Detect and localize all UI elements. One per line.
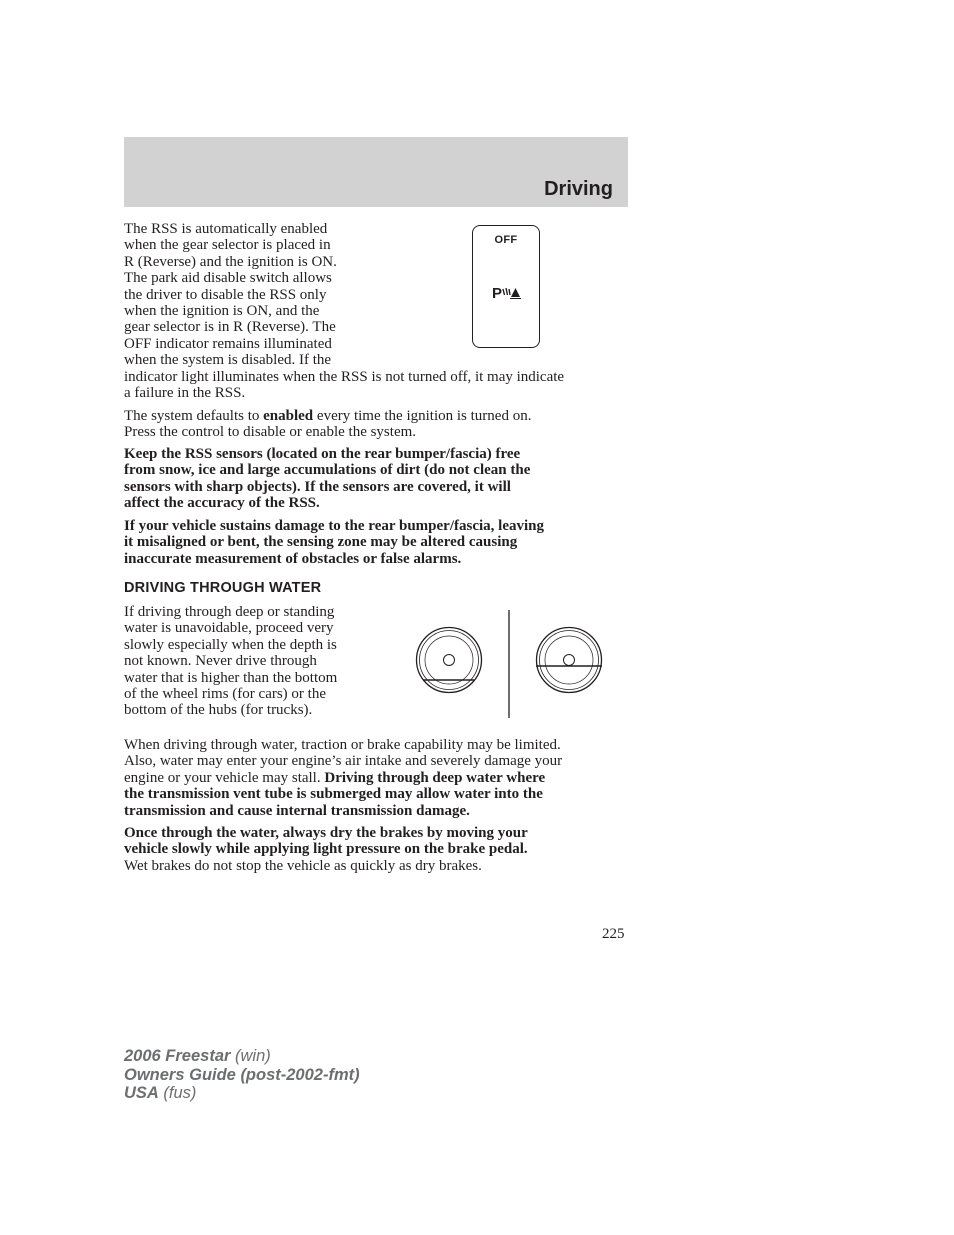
wheel-water-level-illustration bbox=[414, 610, 606, 720]
text-line: indicator light illuminates when the RSS is not turned off, it may indicate bbox=[124, 368, 565, 385]
water-paragraph-3 bbox=[124, 825, 630, 874]
truck-wheel-icon bbox=[536, 628, 602, 693]
footer-line-region bbox=[124, 1084, 360, 1103]
section-title: Driving bbox=[544, 178, 613, 200]
text-line: bottom of the hubs (for trucks). bbox=[124, 702, 313, 719]
rss-paragraph-1 bbox=[124, 221, 630, 401]
text-line: water that is higher than the bottom bbox=[124, 669, 338, 686]
text-span: every time the ignition is turned on. bbox=[313, 408, 532, 424]
section-header-band bbox=[124, 137, 628, 207]
off-indicator-label: OFF bbox=[494, 234, 518, 246]
bold-text: Driving through deep water where bbox=[324, 769, 546, 786]
text-line bbox=[124, 408, 630, 424]
document-footer bbox=[124, 1047, 360, 1103]
text-line: from snow, ice and large accumulations of dirt (do not clean the bbox=[124, 462, 531, 479]
text-line: affect the accuracy of the RSS. bbox=[124, 495, 320, 512]
text-line: The park aid disable switch allows bbox=[124, 270, 332, 287]
text-span: The system defaults to bbox=[124, 408, 264, 424]
text-line: R (Reverse) and the ignition is ON. bbox=[124, 253, 337, 270]
text-line: transmission and cause internal transmission damage. bbox=[124, 802, 470, 819]
text-line: The RSS is automatically enabled bbox=[124, 221, 328, 237]
text-line: water is unavoidable, proceed very bbox=[124, 620, 334, 637]
text-line: If driving through deep or standing bbox=[124, 604, 335, 620]
rss-warning-2 bbox=[124, 518, 630, 567]
rss-warning-1 bbox=[124, 446, 630, 512]
text-line: slowly especially when the depth is bbox=[124, 636, 337, 653]
footer-text: (win) bbox=[230, 1047, 271, 1065]
park-aid-switch-illustration bbox=[472, 225, 540, 348]
footer-bold-text: 2006 Freestar bbox=[124, 1047, 231, 1065]
text-span: engine or your vehicle may stall. bbox=[124, 769, 325, 786]
text-line: Also, water may enter your engine’s air intake and severely damage your bbox=[124, 753, 563, 770]
text-line: of the wheel rims (for cars) or the bbox=[124, 686, 327, 703]
text-line: the driver to disable the RSS only bbox=[124, 286, 327, 303]
park-aid-icon bbox=[492, 283, 522, 303]
text-line: When driving through water, traction or brake capability may be limited. bbox=[124, 737, 561, 753]
rss-paragraph-2 bbox=[124, 408, 630, 441]
car-wheel-icon bbox=[417, 628, 482, 693]
water-paragraph-2 bbox=[124, 737, 630, 819]
text-line: not known. Never drive through bbox=[124, 653, 317, 670]
svg-text:P: P bbox=[492, 285, 503, 302]
bold-text: enabled bbox=[263, 408, 314, 424]
text-line: OFF indicator remains illuminated bbox=[124, 335, 332, 352]
footer-line-model bbox=[124, 1047, 360, 1066]
text-line: when the ignition is ON, and the bbox=[124, 303, 320, 320]
footer-bold-text: Owners Guide (post-2002-fmt) bbox=[124, 1065, 360, 1084]
text-line: sensors with sharp objects). If the sensors are covered, it will bbox=[124, 478, 511, 495]
text-line: gear selector is in R (Reverse). The bbox=[124, 319, 336, 336]
text-line: Once through the water, always dry the brakes by moving your bbox=[124, 825, 528, 841]
footer-bold-text: USA bbox=[124, 1084, 159, 1102]
text-line: a failure in the RSS. bbox=[124, 385, 246, 402]
text-line: Press the control to disable or enable the system. bbox=[124, 424, 417, 441]
text-line bbox=[124, 770, 630, 786]
text-line: Wet brakes do not stop the vehicle as quickly as dry brakes. bbox=[124, 857, 482, 874]
text-line: Keep the RSS sensors (located on the rear bumper/fascia) free bbox=[124, 446, 521, 462]
text-line: If your vehicle sustains damage to the rear bumper/fascia, leaving bbox=[124, 518, 544, 534]
text-line: it misaligned or bent, the sensing zone may be altered causing bbox=[124, 534, 518, 551]
text-line: when the gear selector is placed in bbox=[124, 237, 331, 254]
footer-text: (fus) bbox=[158, 1084, 197, 1102]
footer-line-guide bbox=[124, 1066, 360, 1085]
water-section-heading: DRIVING THROUGH WATER bbox=[124, 580, 322, 596]
page-number: 225 bbox=[602, 926, 625, 942]
text-line: inaccurate measurement of obstacles or false alarms. bbox=[124, 550, 462, 567]
text-line: vehicle slowly while applying light pressure on the brake pedal. bbox=[124, 841, 528, 858]
text-line: the transmission vent tube is submerged may allow water into the bbox=[124, 786, 543, 803]
text-line: when the system is disabled. If the bbox=[124, 352, 332, 369]
